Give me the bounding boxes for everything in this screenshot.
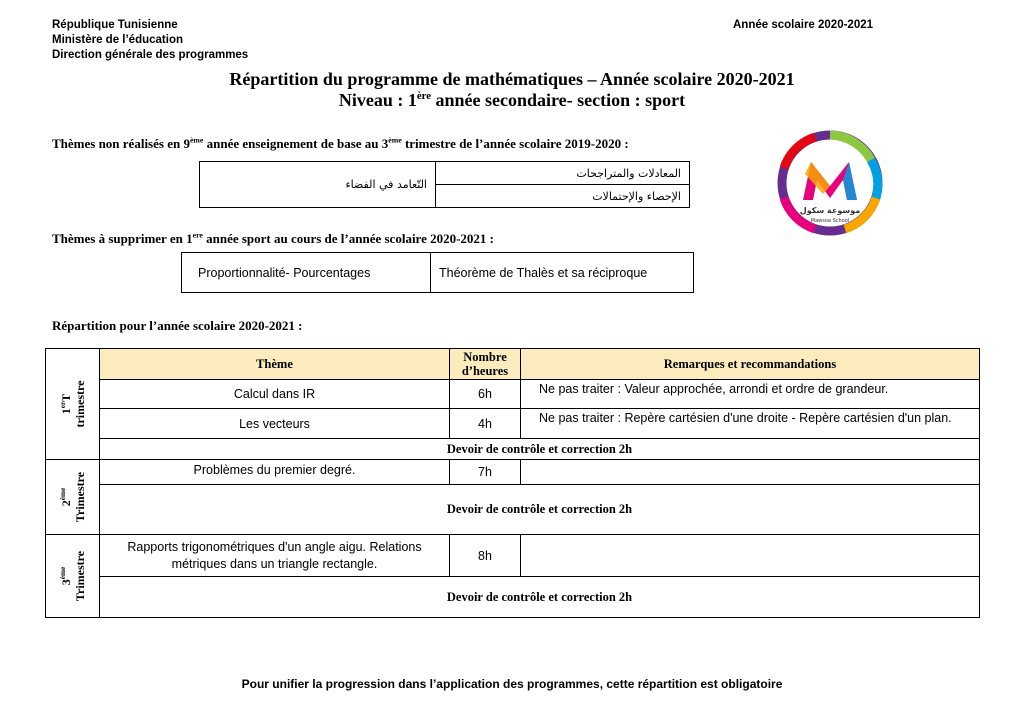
footer-note: Pour unifier la progression dans l’application des programmes, cette répartition est obligatoire: [241, 677, 783, 691]
table-row: [46, 577, 980, 618]
header-year: Année scolaire 2020-2021: [733, 19, 874, 31]
table-row: [46, 460, 980, 485]
suppressed-item-thales: Théorème de Thalès et sa réciproque: [431, 253, 694, 293]
header-line-direction: Direction générale des programmes: [52, 49, 249, 61]
table-row: [46, 485, 980, 535]
table-row: [46, 439, 980, 460]
distribution-table: [45, 348, 980, 618]
trimester-3-label: 3ème Trimestre: [46, 535, 100, 618]
table-row: [46, 380, 980, 409]
trimester-2-label: 2ème Trimestre: [46, 460, 100, 535]
remarks-cell: [521, 535, 980, 577]
theme-cell: Calcul dans IR: [100, 380, 450, 409]
logo-latin-text: Mawsoa School: [810, 218, 850, 224]
theme-cell-equations: المعادلات والمتراجحات: [436, 162, 690, 185]
theme-cell: Problèmes du premier degré.: [100, 460, 450, 485]
page-subtitle: Niveau : 1ère année secondaire- section : sport: [338, 90, 686, 110]
hours-cell: 6h: [450, 380, 521, 409]
header-remarks: Remarques et recommandations: [521, 349, 980, 380]
remarks-cell: Ne pas traiter : Repère cartésien d'une droite - Repère cartésien d'un plan.: [521, 409, 980, 439]
devoir-row: Devoir de contrôle et correction 2h: [100, 577, 980, 618]
theme-cell-statistics: الإحصاء والإحتمالات: [436, 185, 690, 208]
suppressed-item-proportionality: Proportionnalité- Pourcentages: [182, 253, 431, 293]
theme-cell-orthogonality: التّعامد في الفضاء: [200, 162, 436, 208]
trimester-1-label: 1erT trimestre: [46, 349, 100, 460]
devoir-row: Devoir de contrôle et correction 2h: [100, 439, 980, 460]
hours-cell: 7h: [450, 460, 521, 485]
mawsoa-school-logo: [775, 128, 885, 238]
header-theme: Thème: [100, 349, 450, 380]
devoir-row: Devoir de contrôle et correction 2h: [100, 485, 980, 535]
section-heading-distribution: Répartition pour l’année scolaire 2020-2021 :: [52, 318, 303, 333]
unrealized-themes-table: [199, 161, 690, 208]
header-line-ministry: Ministère de l’éducation: [52, 34, 183, 46]
theme-cell: Rapports trigonométriques d'un angle aigu. Relations métriques dans un triangle rectangle.: [100, 535, 450, 577]
section-heading-suppressed: Thèmes à supprimer en 1ere année sport au cours de l’année scolaire 2020-2021 :: [52, 230, 495, 246]
header-hours: Nombre d’heures: [450, 349, 521, 380]
logo-arabic-text: موسوعة سكول: [799, 206, 861, 215]
hours-cell: 8h: [450, 535, 521, 577]
table-row: [46, 535, 980, 577]
remarks-cell: [521, 460, 980, 485]
header-line-republic: République Tunisienne: [52, 19, 178, 31]
section-heading-unrealized: Thèmes non réalisés en 9ème année enseignement de base au 3ème trimestre de l’année scolaire 2019-2020 :: [52, 135, 629, 151]
remarks-cell: Ne pas traiter : Valeur approchée, arrondi et ordre de grandeur.: [521, 380, 980, 409]
suppressed-themes-table: [181, 252, 694, 293]
hours-cell: 4h: [450, 409, 521, 439]
theme-cell: Les vecteurs: [100, 409, 450, 439]
header-institution: [52, 18, 248, 63]
table-row: [46, 409, 980, 439]
page-title: Répartition du programme de mathématiques – Année scolaire 2020-2021: [229, 69, 795, 89]
